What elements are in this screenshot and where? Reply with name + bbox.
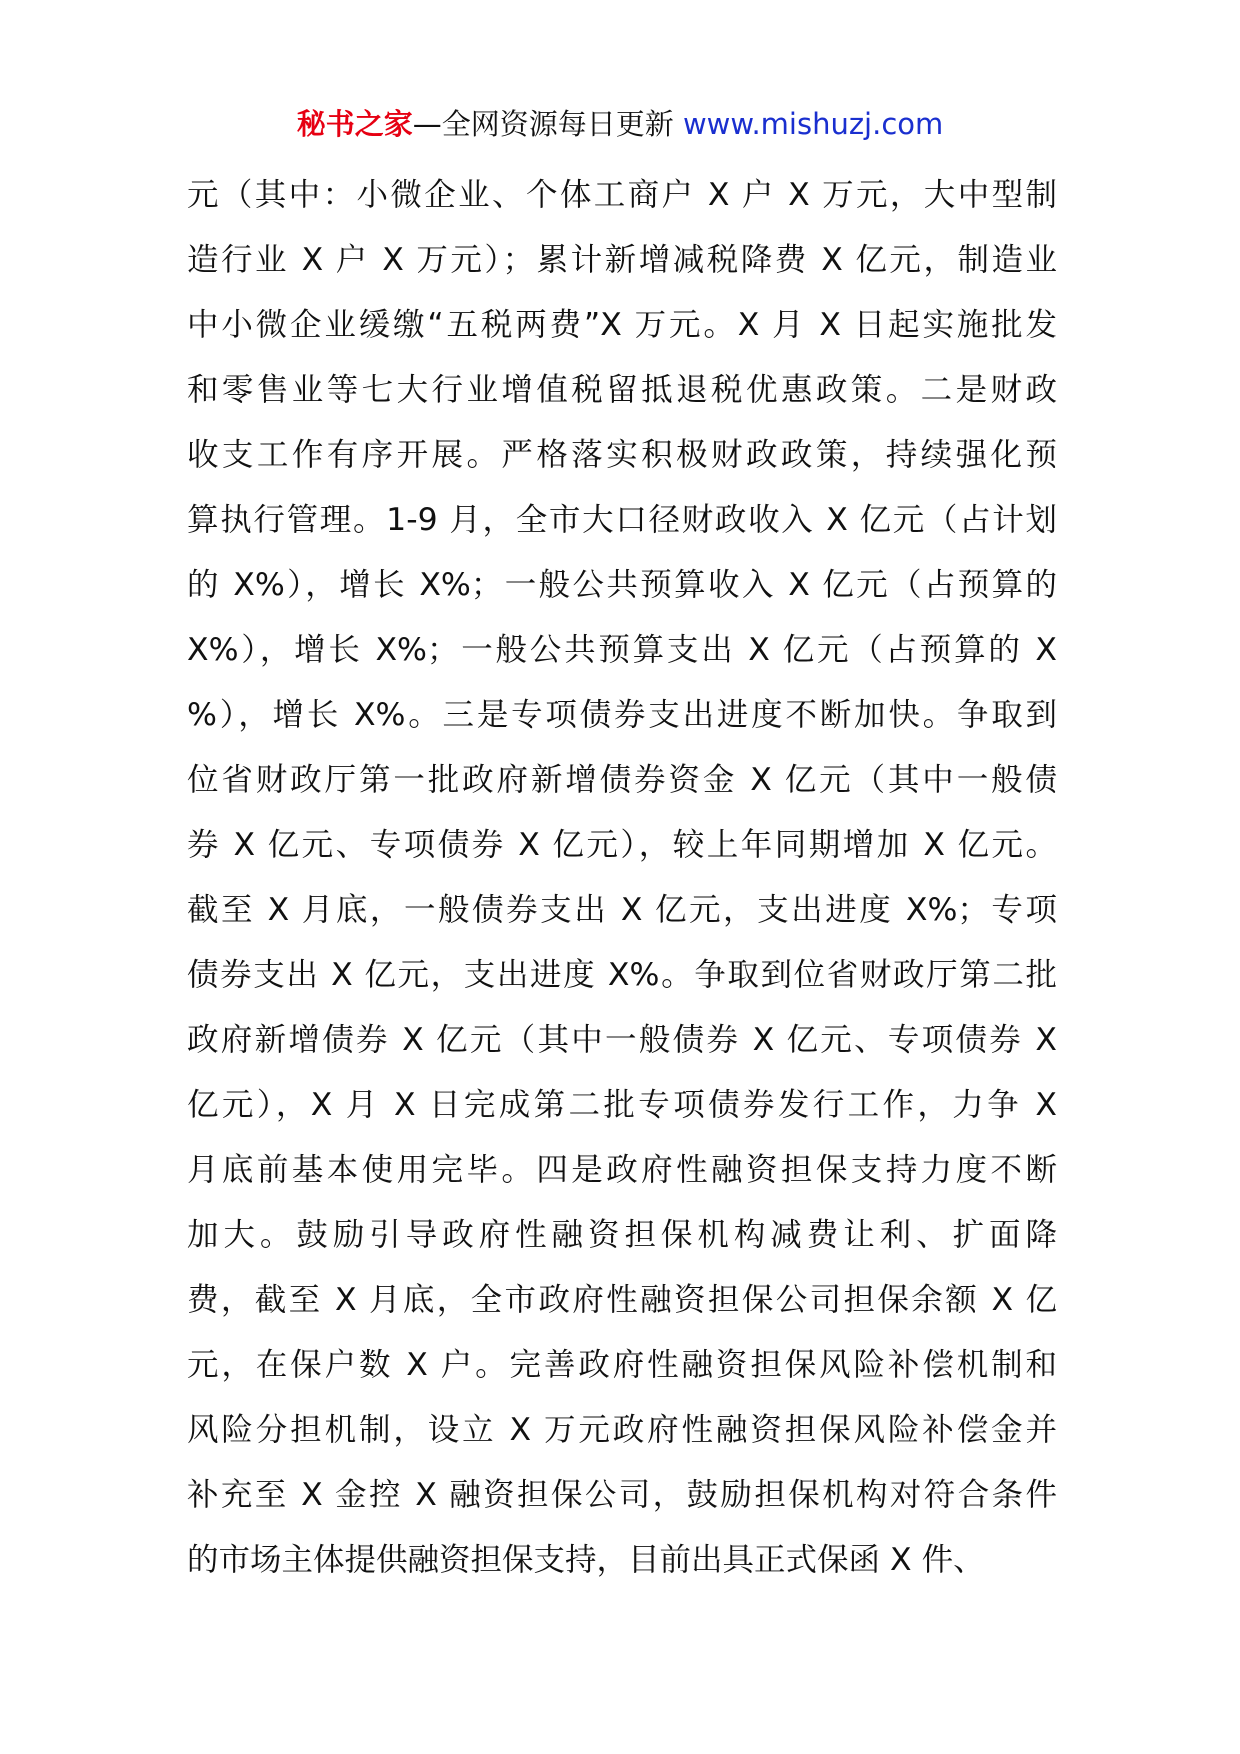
- header-tagline: —全网资源每日更新: [412, 107, 674, 141]
- text-line: 补充至 X 金控 X 融资担保公司，鼓励担保机构对符合条件: [187, 1477, 1057, 1513]
- text-line: 的市场主体提供融资担保支持，目前出具正式保函 X 件、: [187, 1542, 985, 1578]
- text-line: 算执行管理。1-9 月，全市大口径财政收入 X 亿元（占计划: [187, 502, 1057, 538]
- text-line: 券 X 亿元、专项债券 X 亿元），较上年同期增加 X 亿元。: [187, 827, 1057, 863]
- text-line: 月底前基本使用完毕。四是政府性融资担保支持力度不断: [187, 1152, 1057, 1188]
- text-line: 的 X%），增长 X%；一般公共预算收入 X 亿元（占预算的: [187, 567, 1057, 603]
- text-line: 收支工作有序开展。严格落实积极财政政策，持续强化预: [187, 437, 1057, 473]
- text-line: 风险分担机制，设立 X 万元政府性融资担保风险补偿金并: [187, 1412, 1057, 1448]
- text-line: 加大。鼓励引导政府性融资担保机构减费让利、扩面降: [187, 1217, 1057, 1253]
- text-line: 政府新增债券 X 亿元（其中一般债券 X 亿元、专项债券 X: [187, 1022, 1057, 1058]
- page-header: [0, 100, 1240, 148]
- text-line: 截至 X 月底，一般债券支出 X 亿元，支出进度 X%；专项: [187, 892, 1057, 928]
- body-paragraph: [187, 163, 1057, 1593]
- text-line: 位省财政厅第一批政府新增债券资金 X 亿元（其中一般债: [187, 762, 1057, 798]
- website-link[interactable]: www.mishuzj.com: [682, 107, 944, 141]
- text-line: 中小微企业缓缴“五税两费”X 万元。X 月 X 日起实施批发: [187, 307, 1057, 343]
- text-line: 亿元），X 月 X 日完成第二批专项债券发行工作，力争 X: [187, 1087, 1057, 1123]
- text-line: 造行业 X 户 X 万元）；累计新增减税降费 X 亿元，制造业: [187, 242, 1057, 278]
- brand-name: 秘书之家: [296, 107, 413, 141]
- text-line: 元，在保户数 X 户。完善政府性融资担保风险补偿机制和: [187, 1347, 1057, 1383]
- text-line: %），增长 X%。三是专项债券支出进度不断加快。争取到: [187, 697, 1057, 733]
- text-line: 元（其中：小微企业、个体工商户 X 户 X 万元，大中型制: [187, 177, 1057, 213]
- text-line: 和零售业等七大行业增值税留抵退税优惠政策。二是财政: [187, 372, 1057, 408]
- text-line: 债券支出 X 亿元，支出进度 X%。争取到位省财政厅第二批: [187, 957, 1057, 993]
- text-line: 费，截至 X 月底，全市政府性融资担保公司担保余额 X 亿: [187, 1282, 1057, 1318]
- text-line: X%），增长 X%；一般公共预算支出 X 亿元（占预算的 X: [187, 632, 1057, 668]
